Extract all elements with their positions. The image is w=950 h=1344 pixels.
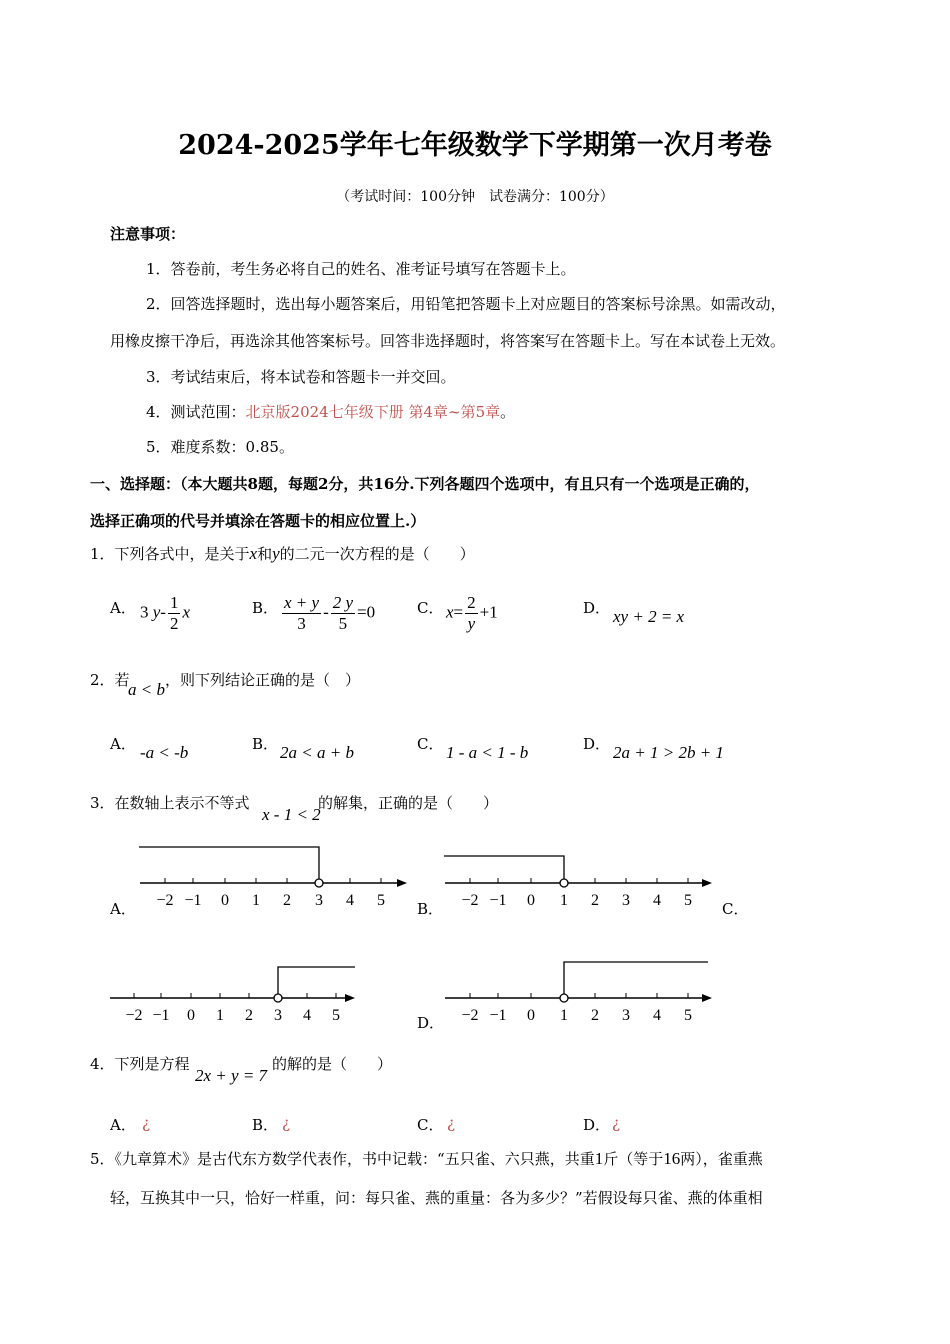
q3-text-a: 3．在数轴上表示不等式 <box>90 794 250 812</box>
q1a-var: y <box>152 602 161 622</box>
tick-label: −2 <box>125 1007 143 1024</box>
number-line-d <box>440 955 720 1030</box>
tick-label: 1 <box>560 892 568 909</box>
q4-label-a: A． <box>110 1116 136 1134</box>
q3-label-c: C． <box>722 900 749 918</box>
q1a-den: 2 <box>169 614 179 633</box>
q3-label-a: A． <box>110 900 136 918</box>
q1a-fraction <box>168 593 181 634</box>
q1c-den: y <box>467 614 476 633</box>
q2-condition: a < b <box>128 680 165 699</box>
tick-label: 0 <box>187 1007 195 1024</box>
q1c-lhs: x <box>446 602 454 622</box>
tick-label: 2 <box>591 1007 599 1024</box>
q1-text-b: 和 <box>257 545 273 563</box>
tick-label: 0 <box>527 892 535 909</box>
q1-label-b: B． <box>252 599 279 617</box>
q4-label-b: B． <box>252 1116 279 1134</box>
q1-label-a: A． <box>110 599 136 617</box>
q1a-coef: 3 <box>140 602 149 622</box>
q1a-num: 1 <box>169 593 179 612</box>
tick-label: −2 <box>156 892 174 909</box>
q1b-den-1: 3 <box>297 614 306 633</box>
q2-label-b: B． <box>252 735 279 753</box>
number-line-a <box>135 840 415 915</box>
tick-label: 3 <box>274 1007 282 1024</box>
q1-text-a: 1．下列各式中，是关于 <box>90 545 250 563</box>
notice-item-2-cont: 用橡皮擦干净后，再选涂其他答案标号。回答非选择题时，将答案写在答题卡上。写在本试卷上无效。 <box>110 332 786 350</box>
notice-item-4 <box>146 401 515 422</box>
q1c-num: 2 <box>467 593 476 612</box>
notice-item-2: 2．回答选择题时，选出每小题答案后，用铅笔把答题卡上对应题目的答案标号涂黑。如需改动， <box>146 295 786 313</box>
q1b-fraction-2 <box>331 593 355 634</box>
q1b-minus: - <box>323 602 329 622</box>
question-5-line-1 <box>90 1148 763 1169</box>
tick-label: 4 <box>653 892 661 909</box>
q4-text-a: 4．下列是方程 <box>90 1055 190 1073</box>
tick-label: −1 <box>489 1007 507 1024</box>
q2-label-a: A． <box>110 735 136 753</box>
q2-option-c: 1 - a < 1 - b <box>446 743 529 762</box>
q1b-den-2: 5 <box>338 614 348 633</box>
q1-label-c: C． <box>417 599 444 617</box>
number-line-c <box>105 955 370 1030</box>
tick-label: 5 <box>684 892 692 909</box>
tick-label: 1 <box>560 1007 568 1024</box>
notice-item-4-prefix: 4．测试范围： <box>146 403 246 421</box>
q1-option-c <box>446 593 498 634</box>
tick-label: 5 <box>377 892 385 909</box>
notice-item-4-suffix: 。 <box>500 403 516 421</box>
q5-num-2: 16 <box>663 1149 681 1168</box>
tick-label: 3 <box>622 892 630 909</box>
notice-item-3: 3．考试结束后，将本试卷和答题卡一并交回。 <box>146 368 456 386</box>
q1b-num-2: 2 y <box>332 593 354 612</box>
q4-option-a: ¿ <box>142 1114 151 1132</box>
q5-text-b: 斤（等于 <box>603 1150 664 1168</box>
q5-num-1: 1 <box>594 1149 604 1168</box>
tick-label: 2 <box>283 892 291 909</box>
q1a-post: x <box>182 602 191 622</box>
q1-option-d: xy + 2 = x <box>613 607 685 626</box>
tick-label: −1 <box>184 892 202 909</box>
var-y: y <box>272 544 280 563</box>
q1c-post: +1 <box>479 602 498 622</box>
tick-label: −2 <box>461 892 479 909</box>
q4-label-d: D． <box>583 1116 611 1134</box>
number-line-b <box>440 840 720 915</box>
tick-label: 4 <box>653 1007 661 1024</box>
q2-option-a: -a < -b <box>140 743 189 762</box>
notice-item-5: 5．难度系数：0.85。 <box>146 438 294 456</box>
q2-label-d: D． <box>583 735 611 753</box>
tick-label: 4 <box>346 892 354 909</box>
q2-label-c: C． <box>417 735 444 753</box>
q1c-fraction <box>465 593 478 634</box>
tick-label: 0 <box>527 1007 535 1024</box>
q2-option-b: 2a < a + b <box>280 743 354 762</box>
tick-label: 3 <box>622 1007 630 1024</box>
tick-label: 0 <box>221 892 229 909</box>
tick-label: 4 <box>303 1007 311 1024</box>
notice-heading: 注意事项： <box>110 225 186 243</box>
q1b-num-1: x + y <box>284 593 320 612</box>
tick-label: 1 <box>252 892 260 909</box>
q1-label-d: D． <box>583 599 611 617</box>
q3-label-d: D． <box>417 1014 445 1032</box>
q4-option-b: ¿ <box>282 1114 291 1132</box>
page-title: 2024-2025学年七年级数学下学期第一次月考卷 <box>178 130 772 161</box>
q5-text-c: 两），雀重燕 <box>680 1150 763 1168</box>
tick-label: 1 <box>216 1007 224 1024</box>
tick-label: 2 <box>245 1007 253 1024</box>
test-range: 北京版2024七年级下册 第4章~第5章 <box>245 403 501 421</box>
tick-label: 5 <box>684 1007 692 1024</box>
q3-text-b: 的解集，正确的是（ ） <box>318 794 499 812</box>
q1a-minus: - <box>160 602 166 622</box>
tick-label: −1 <box>152 1007 170 1024</box>
q1c-eq: = <box>453 602 464 622</box>
tick-label: 5 <box>332 1007 340 1024</box>
tick-label: 2 <box>591 892 599 909</box>
section-heading: 一、选择题：（本大题共8题，每题2分，共16分.下列各题四个选项中，有且只有一个选项是正确的， <box>90 475 760 493</box>
q2-text-a: 2．若 <box>90 671 130 689</box>
question-1-stem <box>90 543 475 564</box>
q1b-fraction-1 <box>282 593 321 634</box>
q1-text-c: 的二元一次方程的是（ ） <box>279 545 475 563</box>
tick-label: −1 <box>489 892 507 909</box>
q4-option-d: ¿ <box>612 1114 621 1132</box>
q2-option-d: 2a + 1 > 2b + 1 <box>613 743 724 762</box>
q2-text-b: ，则下列结论正确的是（ ） <box>165 671 361 689</box>
q1-option-b <box>280 593 375 634</box>
exam-info: （考试时间：100分钟 试卷满分：100分） <box>336 189 614 205</box>
q3-inequality: x - 1 < 2 <box>262 805 321 824</box>
question-5-line-2: 轻，互换其中一只，恰好一样重，问：每只雀、燕的重量：各为多少？”若假设每只雀、燕的体重相 <box>110 1189 763 1207</box>
section-heading-cont: 选择正确项的代号并填涂在答题卡的相应位置上.） <box>90 512 426 530</box>
tick-label: −2 <box>461 1007 479 1024</box>
notice-item-1: 1．答卷前，考生务必将自己的姓名、准考证号填写在答题卡上。 <box>146 260 576 278</box>
q3-label-b: B． <box>417 900 444 918</box>
q4-option-c: ¿ <box>447 1114 456 1132</box>
q4-text-b: 的解的是（ ） <box>272 1055 393 1073</box>
q4-label-c: C． <box>417 1116 444 1134</box>
var-x: x <box>249 544 258 563</box>
tick-label: 3 <box>315 892 323 909</box>
q4-equation: 2x + y = 7 <box>195 1066 268 1085</box>
q5-text-a: 5．《九章算术》是古代东方数学代表作，书中记载：“五只雀、六只燕，共重 <box>90 1150 595 1168</box>
q1b-post: =0 <box>357 602 376 622</box>
q1-option-a <box>140 593 190 634</box>
